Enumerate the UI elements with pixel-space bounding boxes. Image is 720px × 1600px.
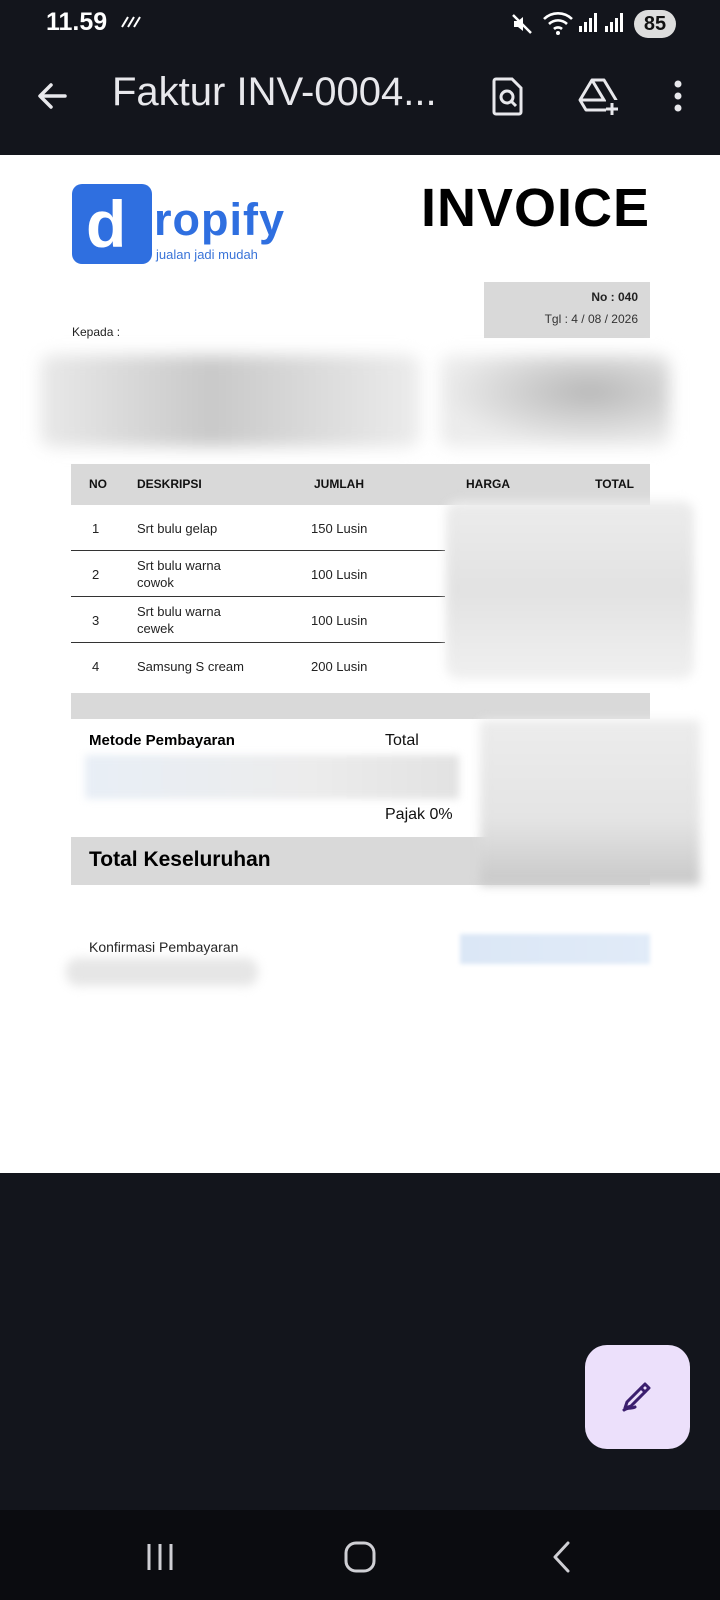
table-row: 4 Samsung S cream 200 Lusin: [92, 659, 368, 674]
signal-activity-icon: [120, 13, 142, 33]
document-title: Faktur INV-0004...: [112, 70, 437, 114]
recents-icon[interactable]: [130, 1532, 190, 1582]
status-time: 11.59: [46, 8, 108, 36]
col-price: HARGA: [466, 477, 510, 491]
redacted-totals: [480, 720, 700, 885]
mute-icon: [510, 12, 534, 40]
table-row: 2 Srt bulu warna cowok 100 Lusin: [71, 551, 445, 597]
system-nav-bar: [0, 1510, 720, 1600]
table-row: 1 Srt bulu gelap 150 Lusin: [71, 505, 445, 551]
table-row: 3 Srt bulu warna cewek 100 Lusin: [71, 597, 445, 643]
battery-indicator: 85: [634, 10, 676, 38]
app-bar: [0, 52, 720, 156]
invoice-number: No : 040: [591, 290, 638, 304]
table-header: [71, 464, 650, 505]
invoice-meta: [484, 282, 650, 338]
redacted-payment-method: [85, 755, 459, 799]
grand-total-label: Total Keseluruhan: [89, 848, 271, 871]
file-search-icon[interactable]: [480, 68, 536, 124]
wifi-icon: [542, 10, 574, 40]
cell-signal-icon: [604, 11, 626, 37]
redacted-prices: [446, 501, 694, 679]
redacted-recipient: [40, 355, 420, 447]
col-total: TOTAL: [595, 477, 634, 491]
edit-pen-icon: [619, 1376, 657, 1418]
redacted-confirmation: [66, 958, 258, 986]
payment-method-label: Metode Pembayaran: [89, 732, 235, 749]
recipient-label: Kepada :: [72, 325, 121, 339]
col-description: DESKRIPSI: [137, 477, 202, 491]
edit-fab-button[interactable]: [585, 1345, 690, 1449]
invoice-date: Tgl : 4 / 08 / 2026: [544, 312, 638, 326]
tax-label: Pajak 0%: [385, 806, 453, 823]
payment-confirmation-label: Konfirmasi Pembayaran: [89, 939, 239, 955]
back-arrow-icon[interactable]: [24, 68, 80, 124]
col-quantity: JUMLAH: [314, 477, 364, 491]
redacted-contact: [440, 355, 670, 447]
invoice-heading: INVOICE: [420, 178, 650, 238]
cell-signal-icon: [578, 11, 600, 37]
subtotal-label: Total: [385, 732, 419, 749]
home-icon[interactable]: [330, 1532, 390, 1582]
table-footer-bar: [71, 693, 650, 719]
dropify-logo: d ropify jualan jadi mudah: [72, 184, 292, 266]
status-bar: [0, 0, 720, 48]
redacted-signature: [460, 934, 650, 964]
back-icon[interactable]: [532, 1532, 592, 1582]
invoice-page: [0, 155, 720, 1173]
more-vert-icon[interactable]: [650, 68, 706, 124]
drive-add-icon[interactable]: [571, 68, 627, 124]
col-no: NO: [89, 477, 107, 491]
